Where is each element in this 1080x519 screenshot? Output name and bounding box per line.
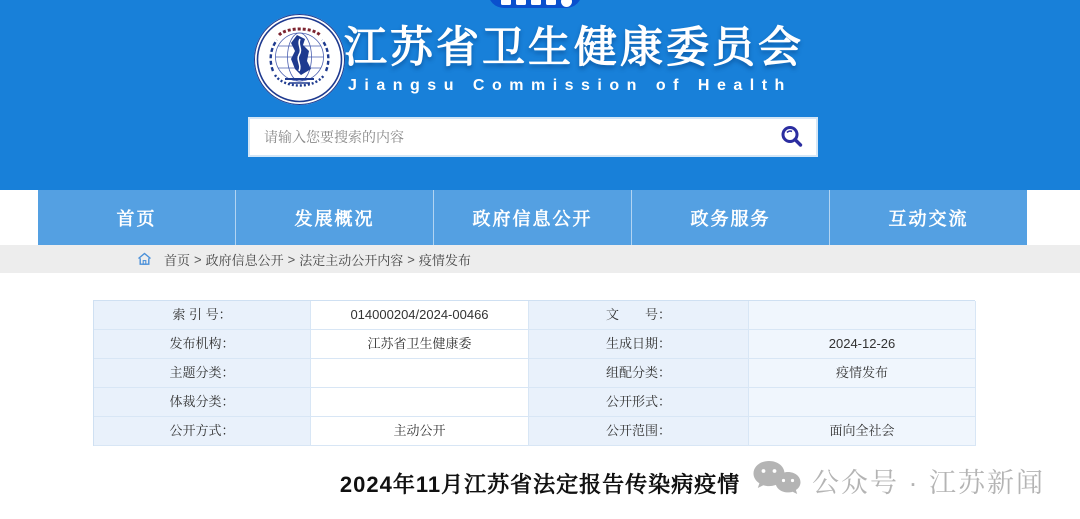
meta-label-disclosure-scope: 公开范围： [529,417,749,446]
meta-label-doc-number: 文 号： [529,301,749,330]
wechat-icon [752,459,802,501]
meta-value-date-generated: 2024-12-26 [749,330,976,359]
document-meta-table [93,300,975,446]
meta-value-disclosure-mode: 主动公开 [311,417,529,446]
meta-label-disclosure-form: 公开形式： [529,388,749,417]
home-icon[interactable] [137,252,152,266]
meta-value-group-category: 疫情发布 [749,359,976,388]
search-bar [248,117,818,157]
search-button[interactable] [768,119,816,155]
nav-item-home[interactable]: 首页 [116,208,157,229]
meta-label-disclosure-mode: 公开方式： [94,417,311,446]
breadcrumb-item-epidemic-release[interactable]: 疫情发布 [418,252,471,268]
site-subtitle-english: Jiangsu Commission of Health [348,77,792,94]
health-commission-emblem-logo [253,13,346,106]
nav-item-interaction[interactable]: 互动交流 [829,190,1027,245]
site-header [0,0,1080,190]
article-title: 2024年11月江苏省法定报告传染病疫情 [339,472,741,497]
breadcrumb-item-gov-info[interactable]: 政府信息公开 [205,252,284,268]
meta-label-group-category: 组配分类： [529,359,749,388]
breadcrumb-separator: > [287,251,296,267]
meta-value-disclosure-scope: 面向全社会 [749,417,976,446]
meta-value-topic-category [311,359,529,388]
badge-glyphs-decoration [501,0,572,5]
breadcrumb-item-statutory-disclosure[interactable]: 法定主动公开内容 [299,252,404,268]
meta-value-doc-number [749,301,976,330]
meta-label-issuing-agency: 发布机构： [94,330,311,359]
meta-value-issuing-agency: 江苏省卫生健康委 [311,330,529,359]
meta-label-index-number: 索 引 号： [94,301,311,330]
main-nav [38,190,1027,245]
meta-value-index-number: 014000204/2024-00466 [311,301,529,330]
search-input[interactable] [250,119,768,155]
nav-item-overview[interactable]: 发展概况 [235,190,433,245]
meta-label-genre-category: 体裁分类： [94,388,311,417]
watermark-text: 公众号 · 江苏新闻 [812,467,1045,498]
top-clipped-badge[interactable] [488,0,582,8]
breadcrumb-separator: > [407,251,415,267]
site-title: 江苏省卫生健康委员会 [344,24,804,72]
breadcrumb-separator: > [194,251,202,267]
meta-value-genre-category [311,388,529,417]
breadcrumb-item-home[interactable]: 首页 [164,252,191,268]
wechat-watermark [752,459,1045,501]
meta-label-topic-category: 主题分类： [94,359,311,388]
search-icon [779,124,805,150]
meta-label-date-generated: 生成日期： [529,330,749,359]
meta-value-disclosure-form [749,388,976,417]
nav-item-services[interactable]: 政务服务 [631,190,829,245]
breadcrumb [0,245,1080,273]
nav-item-gov-info[interactable]: 政府信息公开 [433,190,631,245]
